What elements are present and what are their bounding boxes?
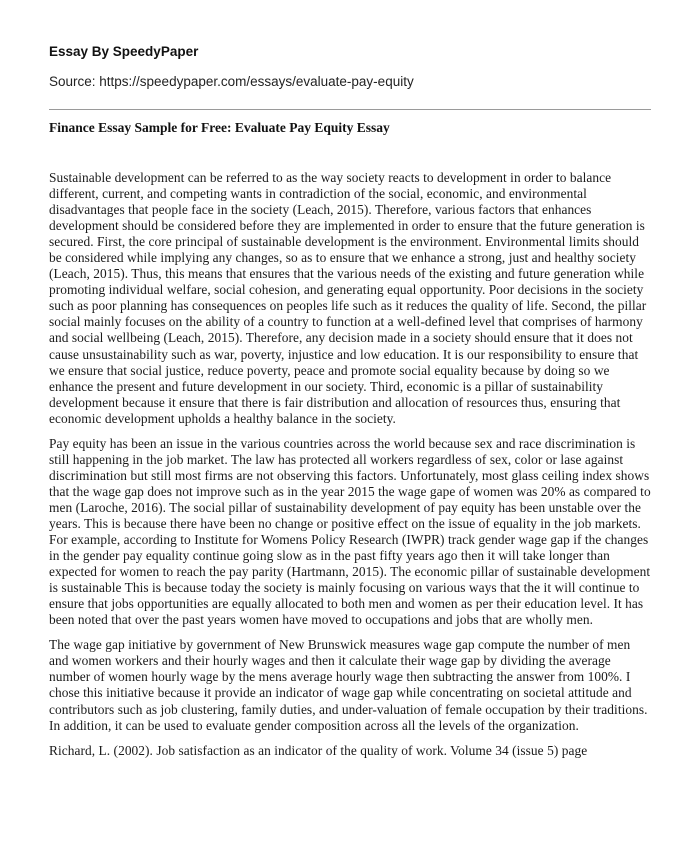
- essay-body: [49, 170, 651, 768]
- paragraph: Sustainable development can be referred to as the way society reacts to development in order to balance different, current, and competing wants in contradiction of the social, economic, and environmental disadvantages that people face in the society (Leach, 2015). Therefore, various factors that enhances development should be considered before they are implemented in order to ensure that the future generation is secured. First, the core principal of sustainable development is the environment. Environmental limits should be considered while implying any changes, so as to ensure that we enhance a strong, just and healthy society (Leach, 2015). Thus, this means that ensures that the various needs of the existing and future generation while promoting individual welfare, social cohesion, and generating equal opportunity. Poor decisions in the society such as poor planning has consequences on peoples life such as it reduces the quality of life. Second, the pillar social mainly focuses on the ability of a country to function at a well-defined level that comprises of harmony and social wellbeing (Leach, 2015). Therefore, any decision made in a society should ensure that it does not cause unsustainability such as war, poverty, injustice and low education. It is our responsibility to ensure that we ensure that social justice, reduce poverty, peace and promote social equality because by doing so we enhance the present and future development in our society. Third, economic is a pillar of sustainability development because it ensure that there is fair distribution and allocation of resources thus, ensuring that economic development upholds a healthy balance in the society.: [49, 170, 647, 426]
- reference-paragraph: Richard, L. (2002). Job satisfaction as an indicator of the quality of work. Volume 34 (issue 5) page: [49, 742, 588, 758]
- essay-title: Finance Essay Sample for Free: Evaluate Pay Equity Essay: [49, 120, 390, 135]
- paragraph: Pay equity has been an issue in the various countries across the world because sex and race discrimination is still happening in the job market. The law has protected all workers regardless of sex, color or lase against discrimination but still most firms are not observing this factors. Unfortunately, most glass ceiling index shows that the wage gap does not improve such as in the year 2015 the wage gape of women was 20% as compared to men (Laroche, 2016). The social pillar of sustainability development of pay equity has been unstable over the years. This is because there have been no change or positive effect on the issue of equality in the job markets. For example, according to Institute for Womens Policy Research (IWPR) track gender wage gap if the changes in the gender pay equality continue going slow as in the past fifty years ago then it will take longer than expected for women to reach the pay parity (Hartmann, 2015). The economic pillar of sustainable development is sustainable This is because today the society is mainly focusing on various ways that the it will continue to ensure that jobs opportunities are equally allocated to both men and women as per their education level. It has been noted that over the past years women have moved to occupations and jobs that are wholly men.: [49, 435, 651, 628]
- paragraph: The wage gap initiative by government of New Brunswick measures wage gap compute the number of men and women workers and their hourly wages and then it calculate their wage gap by dividing the average number of women hourly wage by the mens average hourly wage then subtracting the answer from 100%. I chose this initiative because it provide an indicator of wage gap while concentrating on societal attitude and contributors such as job clustering, family duties, and under-valuation of female occupation by their traditions. In addition, it can be used to evaluate gender composition across all the levels of the organization.: [49, 637, 648, 733]
- site-header-title: Essay By SpeedyPaper: [49, 44, 199, 59]
- source-url[interactable]: Source: https://speedypaper.com/essays/evaluate-pay-equity: [49, 74, 414, 89]
- header-divider: [49, 109, 651, 110]
